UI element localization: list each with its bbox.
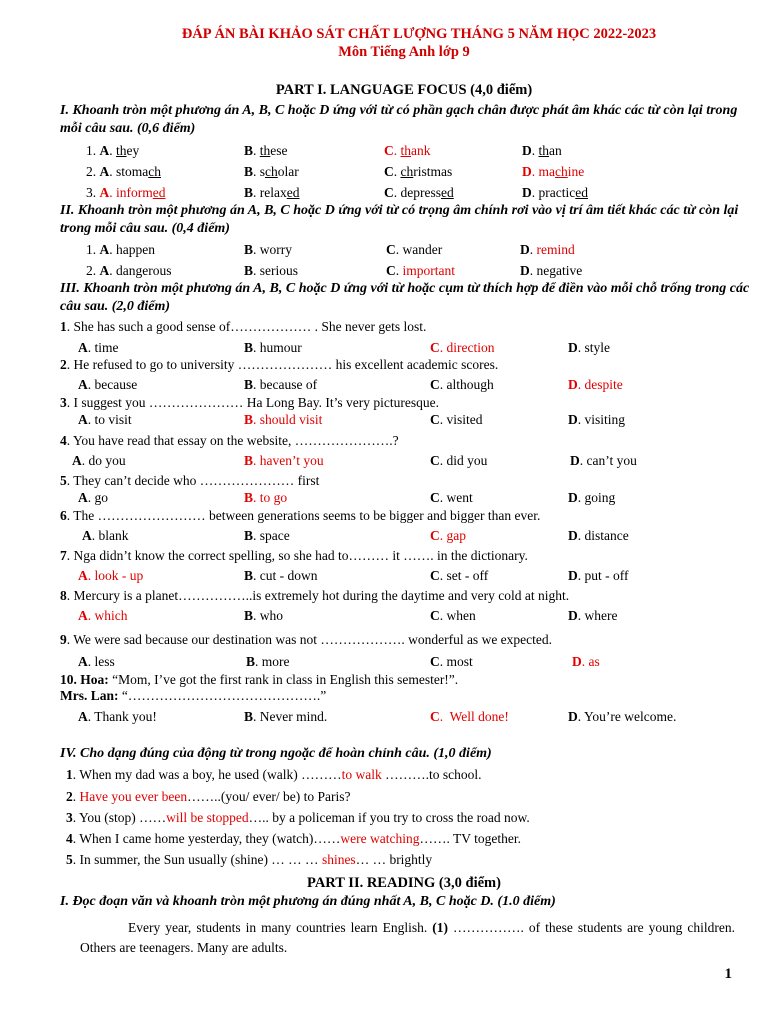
answer-option: A. which (78, 608, 128, 623)
verb-item: 2. Have you ever been……..(you/ ever/ be) to Paris? (66, 789, 351, 804)
part2-instruction: I. Đọc đoạn văn và khoanh tròn một phương án đúng nhất A, B, C hoặc D. (1.0 điểm) (60, 894, 556, 909)
sec2-instruction: II. Khoanh tròn một phương án A, B, C hoặc D ứng với từ có trọng âm chính rơi vào vị trí âm tiết khác các từ còn lại trong mỗi câu sau. (0,4 điểm) (60, 203, 739, 236)
question-text: Mrs. Lan: “…………………………………….” (60, 688, 327, 703)
part2-title: PART II. READING (3,0 điểm) (307, 875, 501, 891)
question-text: 10. Hoa: “Mom, I’ve got the first rank in class in English this semester!”. (60, 672, 459, 687)
exam-subtitle: Môn Tiếng Anh lớp 9 (338, 44, 470, 60)
sec1-instruction: I. Khoanh tròn một phương án A, B, C hoặc D ứng với từ có phần gạch chân được phát âm khác các từ còn lại trong mỗi câu sau. (0,6 điểm) (60, 103, 738, 136)
answer-option: B. to go (244, 490, 288, 505)
question-text: 9. We were sad because our destination was not ………………. wonderful as we expected. (60, 632, 553, 647)
page-number: 1 (724, 966, 732, 982)
question-text: 3. I suggest you ………………… Ha Long Bay. It’s very picturesque. (60, 395, 439, 410)
sec4-instruction: IV. Cho dạng đúng của động từ trong ngoặc để hoàn chỉnh câu. (1,0 điểm) (60, 746, 492, 761)
answer-option: C. direction (430, 340, 495, 355)
question-text: 2. He refused to go to university ………………… his excellent academic scores. (60, 357, 499, 372)
verb-item: 3. You (stop) ……will be stopped….. by a policeman if you try to cross the road now. (66, 810, 530, 825)
question-text: 5. They can’t decide who ………………… first (60, 473, 320, 488)
question-text: 4. You have read that essay on the website, ………………….? (60, 433, 399, 448)
question-text: 6. The …………………… between generations seems to be bigger and bigger than ever. (60, 508, 541, 523)
verb-item: 1. When my dad was a boy, he used (walk) ………to walk ……….to school. (66, 767, 482, 782)
answer-option: D. machine (522, 164, 585, 179)
sec3-instruction: III. Khoanh tròn một phương án A, B, C hoặc D ứng với từ hoặc cụm từ thích hợp để điền vào mỗi chỗ trống trong các câu sau. (2,0 điểm) (60, 281, 750, 314)
answer-option: D. despite (568, 377, 623, 392)
answer-option: B. haven’t you (244, 453, 324, 468)
question-text: 8. Mercury is a planet……………..is extremely hot during the daytime and very cold at night. (60, 588, 570, 603)
verb-item: 4. When I came home yesterday, they (watch)……were watching……. TV together. (66, 831, 521, 846)
verb-item: 5. In summer, the Sun usually (shine) … … … shines… … brightly (66, 852, 433, 867)
answer-option: A. look - up (78, 568, 144, 583)
part1-title: PART I. LANGUAGE FOCUS (4,0 điểm) (275, 82, 533, 98)
answer-option: B. should visit (244, 412, 323, 427)
answer-option: C. thank (384, 143, 431, 158)
answer-option: C. gap (430, 528, 466, 543)
answer-option: D. as (572, 654, 600, 669)
question-text: 7. Nga didn’t know the correct spelling, so she had to……… it ……. in the dictionary. (60, 548, 528, 563)
exam-title: ĐÁP ÁN BÀI KHẢO SÁT CHẤT LƯỢNG THÁNG 5 NĂM HỌC 2022-2023 (181, 26, 657, 42)
question-text: 1. She has such a good sense of……………… . She never gets lost. (60, 319, 427, 334)
answer-option: C. Well done! (430, 709, 509, 724)
reading-paragraph: Every year, students in many countries learn English. (1) ……………. of these students are young children. Others are teenagers. Many are adults. (80, 920, 735, 955)
